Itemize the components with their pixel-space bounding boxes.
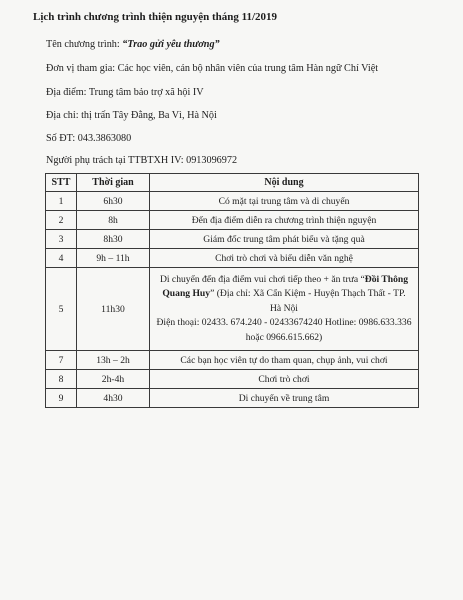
table-row (46, 211, 419, 230)
address-line: Địa chỉ: thị trấn Tây Đằng, Ba Vì, Hà Nội (46, 110, 217, 121)
cell-content: Giám đốc trung tâm phát biểu và tặng quà (150, 230, 419, 249)
cell-time: 13h – 2h (77, 351, 150, 370)
cell-content: Chơi trò chơi và biểu diễn văn nghệ (150, 249, 419, 268)
cell-content: Các bạn học viên tự do tham quan, chụp ảnh, vui chơi (150, 351, 419, 370)
header-stt: STT (46, 174, 77, 192)
cell-content: Đến địa điểm diễn ra chương trình thiện nguyện (150, 211, 419, 230)
table-row (46, 249, 419, 268)
cell-time: 6h30 (77, 192, 150, 211)
cell-time: 8h (77, 211, 150, 230)
table-row (46, 351, 419, 370)
cell-stt: 3 (46, 230, 77, 249)
schedule-table (45, 173, 419, 408)
content-venue-name: Đồi Thông Quang Huy (162, 273, 409, 300)
program-name: “Trao gửi yêu thương” (122, 39, 220, 50)
phone-line: Số ĐT: 043.3863080 (46, 133, 132, 144)
cell-time: 11h30 (77, 268, 150, 351)
cell-stt: 2 (46, 211, 77, 230)
cell-content: Di chuyển về trung tâm (150, 389, 419, 408)
content-part: Điện thoại: 02433. 674.240 - 02433674240 Hotline: 0986.633.336 hoặc 0966.615.662) (156, 317, 412, 343)
cell-time: 4h30 (77, 389, 150, 408)
cell-stt: 7 (46, 351, 77, 370)
cell-time: 8h30 (77, 230, 150, 249)
units-line: Đơn vị tham gia: Các học viên, cán bộ nhân viên của trung tâm Hàn ngữ Chí Việt (46, 63, 379, 74)
table-header-row (46, 174, 419, 192)
cell-content: Có mặt tại trung tâm và di chuyển (150, 192, 419, 211)
cell-content (150, 268, 419, 351)
table-row (46, 370, 419, 389)
content-part: ” (Địa chỉ: Xã Cẩn Kiệm - Huyện Thạch Thất - TP. Hà Nội (210, 288, 406, 314)
program-label: Tên chương trình: (46, 39, 123, 50)
cell-stt: 4 (46, 249, 77, 268)
header-content: Nội dung (150, 174, 419, 192)
header-time: Thời gian (77, 174, 150, 192)
table-row (46, 192, 419, 211)
table-row (46, 230, 419, 249)
cell-stt: 1 (46, 192, 77, 211)
venue-line: Địa điểm: Trung tâm bảo trợ xã hội IV (46, 87, 204, 98)
document-title: Lịch trình chương trình thiện nguyện tháng 11/2019 (33, 11, 278, 23)
cell-stt: 8 (46, 370, 77, 389)
table-row (46, 268, 419, 351)
program-line (46, 39, 220, 50)
content-part: Di chuyển đến địa điểm vui chơi tiếp theo + ăn trưa “ (159, 273, 365, 285)
cell-stt: 9 (46, 389, 77, 408)
contact-line: Người phụ trách tại TTBTXH IV: 0913096972 (46, 155, 238, 166)
cell-time: 9h – 11h (77, 249, 150, 268)
cell-time: 2h-4h (77, 370, 150, 389)
cell-stt: 5 (46, 268, 77, 351)
table-row (46, 389, 419, 408)
cell-content: Chơi trò chơi (150, 370, 419, 389)
